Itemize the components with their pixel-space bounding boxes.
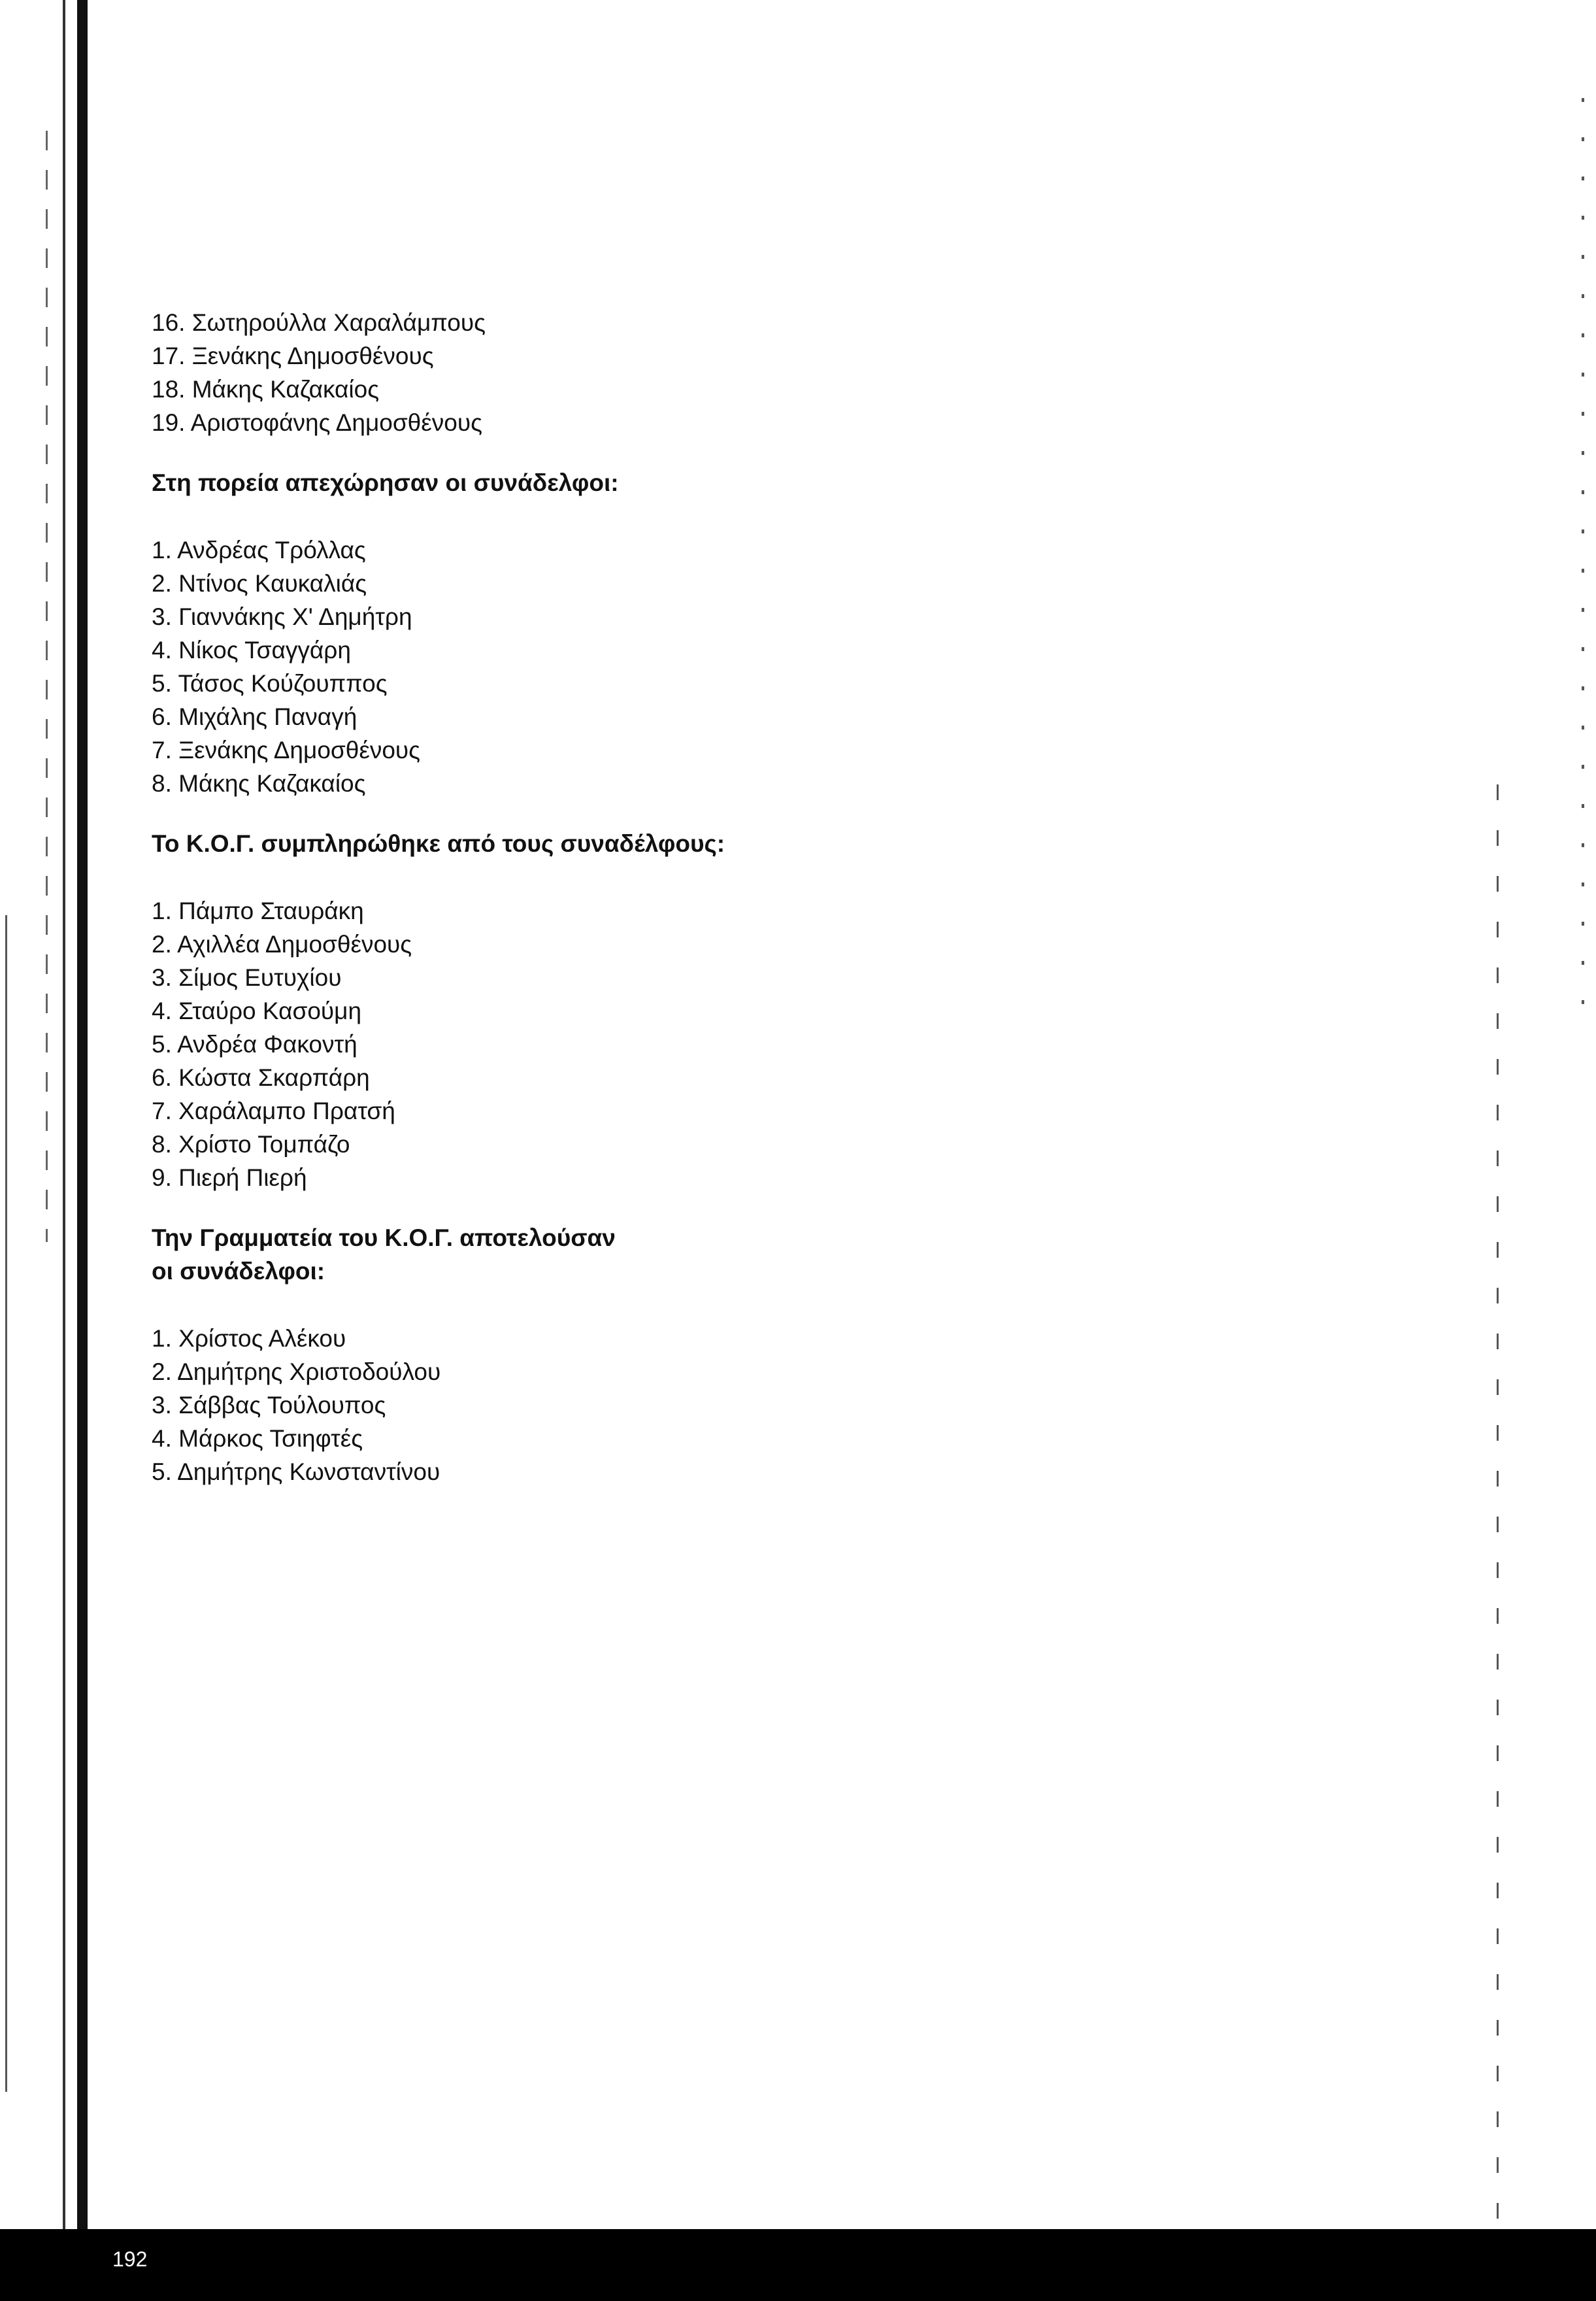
spacer	[152, 439, 1067, 466]
secretariat-heading-line2: οι συνάδελφοι:	[152, 1258, 325, 1285]
secretariat-heading-line1: Την Γραμματεία του Κ.Ο.Γ. αποτελούσαν	[152, 1224, 616, 1251]
list-item: 7. Χαράλαμπο Πρατσή	[152, 1098, 395, 1124]
list-item: 2. Ντίνος Καυκαλιάς	[152, 570, 367, 597]
list-item: 19. Αριστοφάνης Δημοσθένους	[152, 409, 482, 436]
list-item: 5. Τάσος Κούζουππος	[152, 670, 388, 697]
list-item: 2. Δημήτρης Χριστοδούλου	[152, 1358, 441, 1385]
list-item: 4. Νίκος Τσαγγάρη	[152, 637, 351, 663]
members-continued-list	[152, 306, 1067, 439]
list-item: 7. Ξενάκης Δημοσθένους	[152, 737, 420, 764]
list-item: 1. Ανδρέας Τρόλλας	[152, 537, 366, 563]
list-item: 9. Πιερή Πιερή	[152, 1164, 307, 1191]
list-item: 6. Μιχάλης Παναγή	[152, 703, 357, 730]
withdrew-list	[152, 533, 1067, 800]
list-item: 1. Χρίστος Αλέκου	[152, 1325, 346, 1352]
list-item: 16. Σωτηρούλλα Χαραλάμπους	[152, 309, 486, 336]
list-item: 17. Ξενάκης Δημοσθένους	[152, 343, 434, 369]
list-item: 8. Μάκης Καζακαίος	[152, 770, 366, 797]
withdrew-heading: Στη πορεία απεχώρησαν οι συνάδελφοι:	[152, 469, 619, 496]
scan-binding-line-thin	[63, 0, 65, 2229]
secretariat-list	[152, 1322, 1067, 1488]
scan-right-edge-marks	[1582, 98, 1584, 1013]
spacer	[152, 1194, 1067, 1221]
scan-right-edge-marks-lower	[1497, 784, 1499, 2223]
list-item: 2. Αχιλλέα Δημοσθένους	[152, 931, 412, 958]
list-item: 5. Δημήτρης Κωνσταντίνου	[152, 1458, 441, 1485]
list-item: 3. Σάββας Τούλουπος	[152, 1392, 386, 1419]
list-item: 3. Γιαννάκης Χ' Δημήτρη	[152, 603, 412, 630]
list-item: 4. Σταύρο Κασούμη	[152, 998, 362, 1024]
list-item: 1. Πάμπο Σταυράκη	[152, 898, 364, 924]
list-item: 18. Μάκης Καζακαίος	[152, 376, 380, 403]
spacer	[152, 860, 1067, 894]
spacer	[152, 800, 1067, 827]
scan-binding-edge-outer	[5, 915, 7, 2092]
scan-binding-line-thick	[77, 0, 88, 2229]
secretariat-heading	[152, 1221, 1067, 1288]
supplemented-heading: Το Κ.Ο.Γ. συμπληρώθηκε από τους συναδέλφους:	[152, 830, 725, 857]
list-item: 8. Χρίστο Τομπάζο	[152, 1131, 350, 1158]
page-number: 192	[112, 2247, 148, 2271]
page-content	[152, 306, 1067, 1488]
list-item: 5. Ανδρέα Φακοντή	[152, 1031, 357, 1058]
supplemented-list	[152, 894, 1067, 1194]
list-item: 6. Κώστα Σκαρπάρη	[152, 1064, 370, 1091]
scan-binding-dashes	[46, 131, 48, 1242]
list-item: 3. Σίμος Ευτυχίου	[152, 964, 342, 991]
spacer	[152, 1288, 1067, 1322]
list-item: 4. Μάρκος Τσιηφτές	[152, 1425, 363, 1452]
spacer	[152, 499, 1067, 533]
footer-bar	[0, 2229, 1596, 2301]
